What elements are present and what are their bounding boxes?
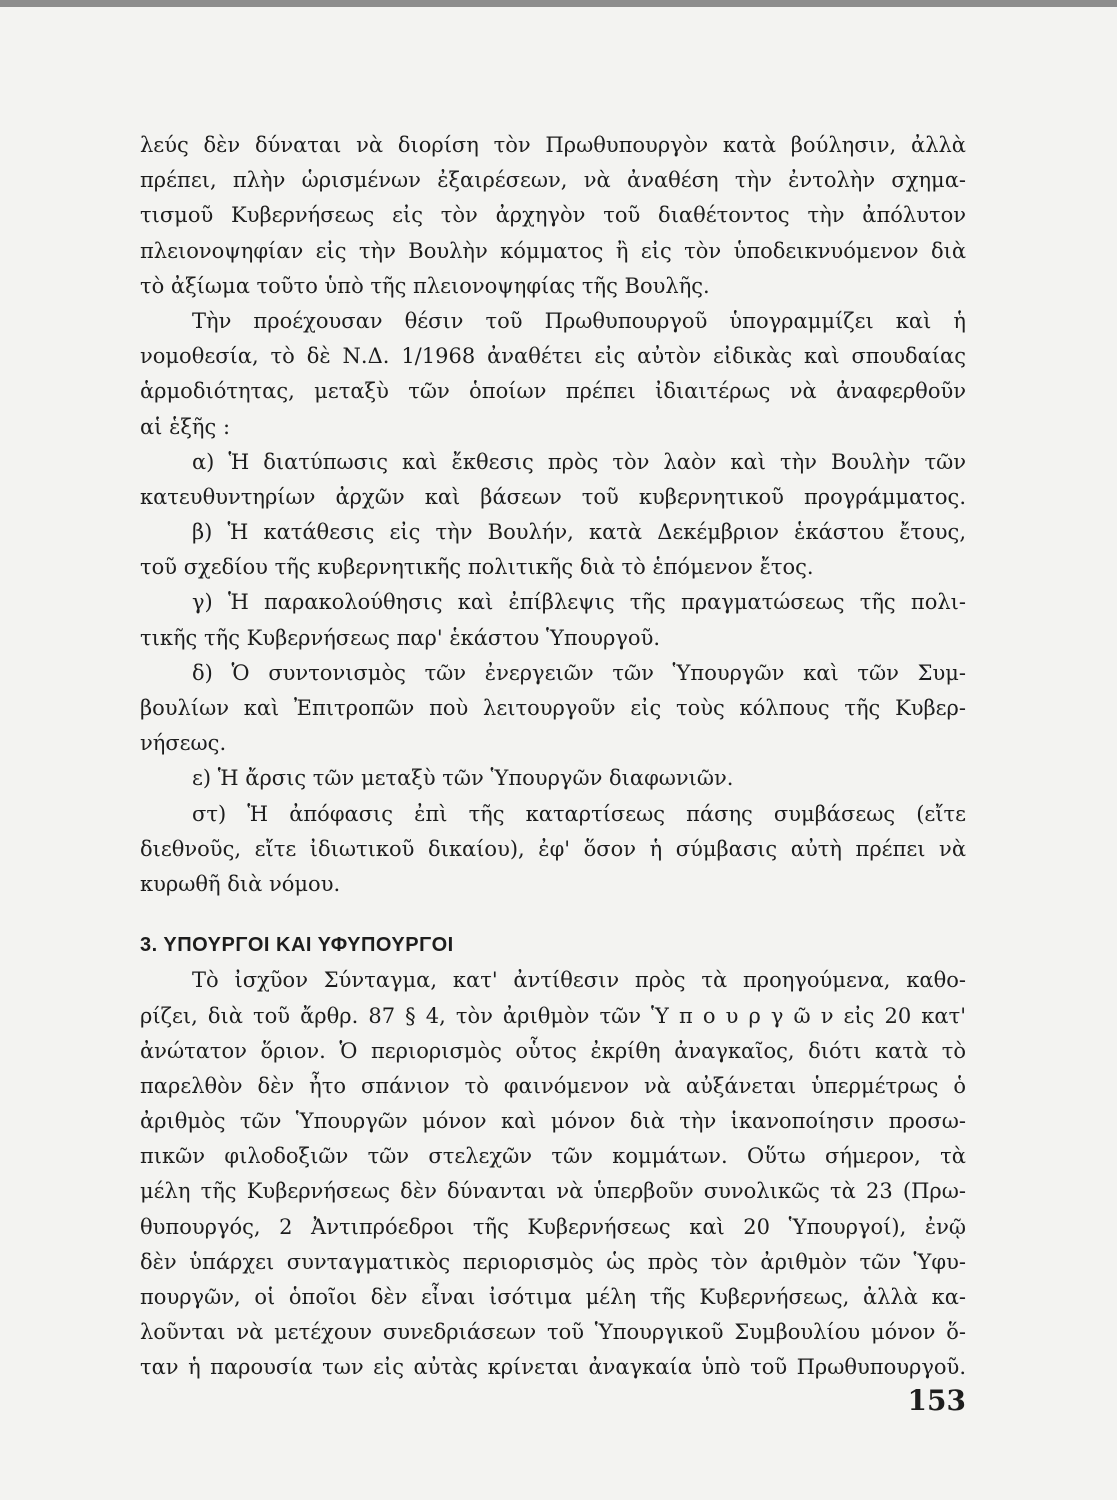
text-line: ρίζει, διὰ τοῦ ἄρθρ. 87 § 4, τὸν ἀριθμὸν τῶν Ὑ π ο υ ρ γ ῶ ν εἰς 20 κατ'	[140, 1003, 966, 1028]
text-line: θυπουργός, 2 Ἀντιπρόεδροι τῆς Κυβερνήσεως καὶ 20 Ὑπουργοί), ἐνῷ	[140, 1214, 966, 1239]
page-number: 153	[907, 1384, 966, 1417]
text-line: πλειονοψηφίαν εἰς τὴν Βουλὴν κόμματος ἢ εἰς τὸν ὑποδεικνυόμενον διὰ	[140, 238, 966, 263]
text-line: πικῶν φιλοδοξιῶν τῶν στελεχῶν τῶν κομμάτων. Οὕτω σήμερον, τὰ	[140, 1144, 966, 1169]
text-line: τὸ ἀξίωμα τοῦτο ὑπὸ τῆς πλειονοψηφίας τῆς Βουλῆς.	[140, 273, 710, 298]
section-heading: 3. ΥΠΟΥΡΓΟΙ ΚΑΙ ΥΦΥΠΟΥΡΓΟΙ	[140, 934, 454, 957]
text-line: πρέπει, πλὴν ὡρισμένων ἐξαιρέσεων, νὰ ἀναθέση τὴν ἐντολὴν σχημα-	[140, 168, 966, 193]
text-line: μέλη τῆς Κυβερνήσεως δὲν δύνανται νὰ ὑπερβοῦν συνολικῶς τὰ 23 (Πρω-	[140, 1179, 966, 1204]
list-item-delta: δ) Ὁ συντονισμὸς τῶν ἐνεργειῶν τῶν Ὑπουργῶν καὶ τῶν Συμ-	[192, 660, 966, 685]
text-line: τικῆς τῆς Κυβερνήσεως παρ' ἑκάστου Ὑπουργοῦ.	[140, 625, 661, 650]
list-item-beta: β) Ἡ κατάθεσις εἰς τὴν Βουλήν, κατὰ Δεκέμβριον ἑκάστου ἔτους,	[192, 520, 966, 545]
text-line: τισμοῦ Κυβερνήσεως εἰς τὸν ἀρχηγὸν τοῦ διαθέτοντος τὴν ἀπόλυτον	[140, 203, 966, 228]
scan-top-edge	[0, 0, 1117, 7]
text-line: νομοθεσία, τὸ δὲ Ν.Δ. 1/1968 ἀναθέτει εἰς αὐτὸν εἰδικὰς καὶ σπουδαίας	[140, 344, 966, 369]
text-line: ἀνώτατον ὅριον. Ὁ περιορισμὸς οὗτος ἐκρίθη ἀναγκαῖος, διότι κατὰ τὸ	[140, 1038, 966, 1063]
text-line: λοῦνται νὰ μετέχουν συνεδριάσεων τοῦ Ὑπουργικοῦ Συμβουλίου μόνον ὅ-	[140, 1320, 966, 1345]
text-line: πουργῶν, οἱ ὁποῖοι δὲν εἶναι ἰσότιμα μέλη τῆς Κυβερνήσεως, ἀλλὰ κα-	[140, 1285, 966, 1309]
list-item-gamma: γ) Ἡ παρακολούθησις καὶ ἐπίβλεψις τῆς πραγματώσεως τῆς πολι-	[192, 590, 966, 615]
text-line: παρελθὸν δὲν ἦτο σπάνιον τὸ φαινόμενον νὰ αὐξάνεται ὑπερμέτρως ὁ	[140, 1073, 966, 1098]
text-line: διεθνοῦς, εἴτε ἰδιωτικοῦ δικαίου), ἐφ' ὅσον ἡ σύμβασις αὐτὴ πρέπει νὰ	[140, 836, 966, 861]
text-line: αἱ ἑξῆς :	[140, 414, 231, 439]
section-gap	[140, 902, 966, 928]
text-line: κατευθυντηρίων ἀρχῶν καὶ βάσεων τοῦ κυβερνητικοῦ προγράμματος.	[140, 484, 966, 509]
text-line: βουλίων καὶ Ἐπιτροπῶν ποὺ λειτουργοῦν εἰς τοὺς κόλπους τῆς Κυβερ-	[140, 696, 966, 720]
text-line: νήσεως.	[140, 731, 227, 756]
text-line: τοῦ σχεδίου τῆς κυβερνητικῆς πολιτικῆς διὰ τὸ ἑπόμενον ἔτος.	[140, 555, 814, 580]
page-text-block	[140, 128, 966, 1386]
text-line: Τὸ ἰσχῦον Σύνταγμα, κατ' ἀντίθεσιν πρὸς τὰ προηγούμενα, καθο-	[192, 968, 966, 993]
text-line: λεύς δὲν δύναται νὰ διορίση τὸν Πρωθυπουργὸν κατὰ βούλησιν, ἀλλὰ	[140, 133, 966, 157]
text-line: κυρωθῆ διὰ νόμου.	[140, 871, 341, 896]
list-item-alpha: α) Ἡ διατύπωσις καὶ ἔκθεσις πρὸς τὸν λαὸν καὶ τὴν Βουλὴν τῶν	[192, 449, 966, 474]
text-line: ἀριθμὸς τῶν Ὑπουργῶν μόνον καὶ μόνον διὰ τὴν ἱκανοποίησιν προσω-	[140, 1109, 966, 1134]
text-line: ἁρμοδιότητας, μεταξὺ τῶν ὁποίων πρέπει ἰδιαιτέρως νὰ ἀναφερθοῦν	[140, 379, 966, 404]
list-item-stigma: στ) Ἡ ἀπόφασις ἐπὶ τῆς καταρτίσεως πάσης συμβάσεως (εἴτε	[192, 801, 966, 826]
list-item-epsilon: ε) Ἡ ἄρσις τῶν μεταξὺ τῶν Ὑπουργῶν διαφωνιῶν.	[192, 766, 734, 791]
text-line: ταν ἡ παρουσία των εἰς αὐτὰς κρίνεται ἀναγκαία ὑπὸ τοῦ Πρωθυπουργοῦ.	[140, 1355, 966, 1380]
text-line: Τὴν προέχουσαν θέσιν τοῦ Πρωθυπουργοῦ ὑπογραμμίζει καὶ ἡ	[192, 308, 966, 333]
text-line: δὲν ὑπάρχει συνταγματικὸς περιορισμὸς ὡς πρὸς τὸν ἀριθμὸν τῶν Ὑφυ-	[140, 1249, 966, 1274]
